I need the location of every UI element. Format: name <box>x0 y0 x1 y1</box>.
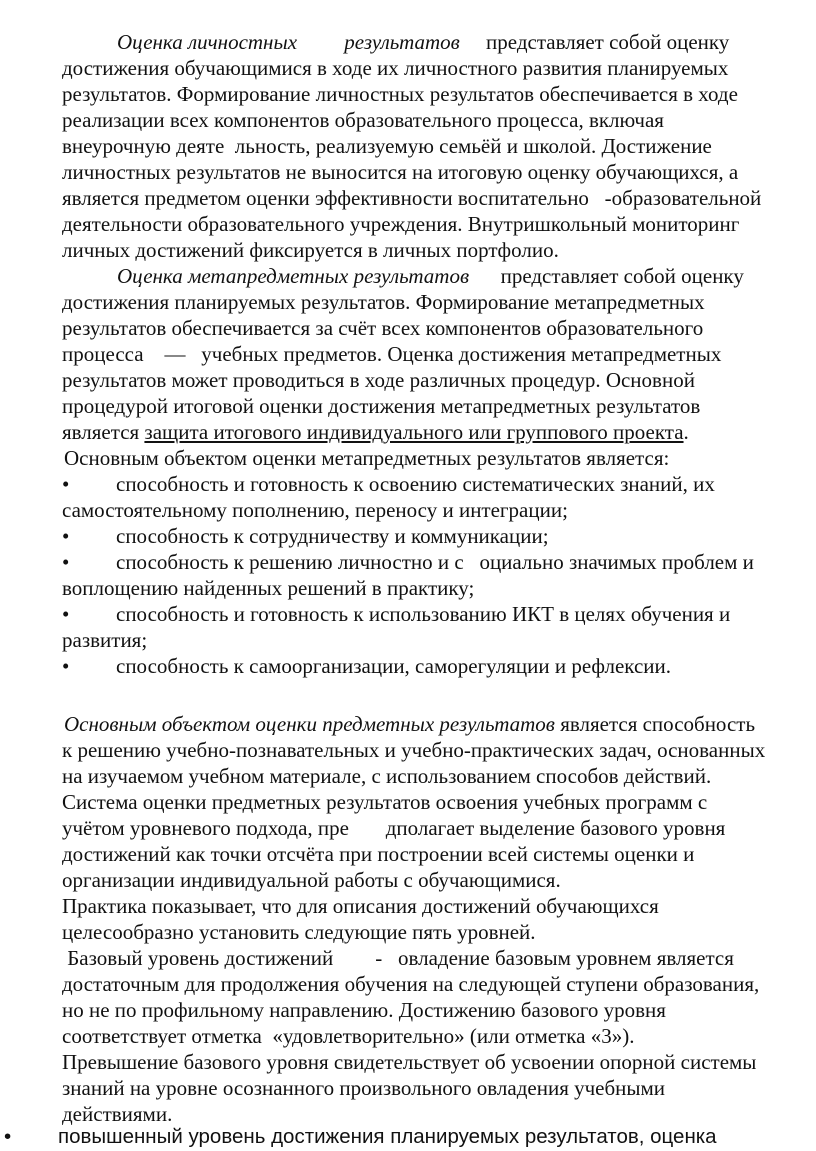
list-item-text: способность к решению личностно и с оциально значимых проблем и <box>116 550 754 574</box>
p1-line: личностных результатов не выносится на итоговую оценку обучающихся, а <box>62 160 739 184</box>
bullet-icon: • <box>62 654 70 678</box>
p1-line: результатов. Формирование личностных результатов обеспечивается в ходе <box>62 82 738 106</box>
p2-line: процесса — учебных предметов. Оценка достижения метапредметных <box>62 342 722 366</box>
p1-heading-line <box>117 29 729 55</box>
p2-last-pre: является <box>62 420 145 444</box>
p4-line: но не по профильному направлению. Достижению базового уровня <box>62 998 666 1022</box>
list-item-continuation: развития; <box>62 628 148 652</box>
p4-line: Система оценки предметных результатов освоения учебных программ с <box>62 790 708 814</box>
p1-line: деятельности образовательного учреждения. Внутришкольный мониторинг <box>62 212 740 236</box>
p4-line: Базовый уровень достижений - овладение базовым уровнем является <box>62 946 734 970</box>
list-item-text: способность к самоорганизации, саморегуляции и рефлексии. <box>116 654 672 678</box>
p4-line: организации индивидуальной работы с обучающимися. <box>62 868 561 892</box>
bullet-icon: • <box>62 524 70 548</box>
p3-intro: Основным объектом оценки метапредметных результатов является: <box>64 446 670 470</box>
p4-line: соответствует отметка «удовлетворительно» (или отметка «3»). <box>62 1024 635 1048</box>
p2-heading-rest: представляет собой оценку <box>500 264 744 288</box>
p2-line: результатов обеспечивается за счёт всех компонентов образовательного <box>62 316 704 340</box>
p1-line: внеурочную деяте льность, реализуемую семьёй и школой. Достижение <box>62 134 712 158</box>
list-item-continuation: самостоятельному пополнению, переносу и интеграции; <box>62 498 568 522</box>
p4-line: знаний на уровне осознанного произвольного овладения учебными <box>62 1076 666 1100</box>
list-item-continuation: воплощению найденных решений в практику; <box>62 576 475 600</box>
p4-line: достаточным для продолжения обучения на следующей ступени образования, <box>62 972 760 996</box>
bullet-icon: • <box>4 1125 12 1148</box>
p4-line: на изучаемом учебном материале, с использованием способов действий. <box>62 764 712 788</box>
p1-line: является предметом оценки эффективности воспитательно -образовательной <box>62 186 762 210</box>
underlined-project-phrase: защита итогового индивидуального или группового проекта <box>144 420 684 444</box>
p2-line: процедурой итоговой оценки достижения метапредметных результатов <box>62 394 701 418</box>
p4-heading-line <box>64 711 755 737</box>
p4-line: Практика показывает, что для описания достижений обучающихся <box>62 894 659 918</box>
p4-line: Превышение базового уровня свидетельствует об усвоении опорной системы <box>62 1050 757 1074</box>
p2-last-post: . <box>683 420 689 444</box>
p4-line: целесообразно установить следующие пять уровней. <box>62 920 536 944</box>
bullet-icon: • <box>62 602 70 626</box>
p4-heading-rest: является способность <box>554 712 756 736</box>
p4-line: к решению учебно-познавательных и учебно-практических задач, основанных <box>62 738 766 762</box>
p4-line: достижений как точки отсчёта при построении всей системы оценки и <box>62 842 695 866</box>
p1-italic-term-a: Оценка личностных <box>117 30 298 54</box>
p2-line: достижения планируемых результатов. Формирование метапредметных <box>62 290 705 314</box>
p2-heading-line <box>117 263 744 289</box>
p1-heading-rest: представляет собой оценку <box>486 30 730 54</box>
p1-line: реализации всех компонентов образовательного процесса, включая <box>62 108 664 132</box>
p2-last-line <box>62 419 689 445</box>
p1-line: личных достижений фиксируется в личных портфолио. <box>62 238 559 262</box>
list-item-text: способность и готовность к использованию ИКТ в целях обучения и <box>116 602 731 626</box>
p4-italic-term: Основным объектом оценки предметных результатов <box>64 712 555 736</box>
p4-line: учётом уровневого подхода, пре дполагает выделение базового уровня <box>62 816 726 840</box>
p4-line: действиями. <box>62 1102 173 1126</box>
bullet-icon: • <box>62 472 70 496</box>
list-item-text: способность к сотрудничеству и коммуникации; <box>116 524 549 548</box>
bullet-icon: • <box>62 550 70 574</box>
p2-italic-term: Оценка метапредметных результатов <box>117 264 470 288</box>
list-item-text: повышенный уровень достижения планируемых результатов, оценка <box>58 1125 717 1148</box>
list-item-text: способность и готовность к освоению систематических знаний, их <box>116 472 715 496</box>
p2-line: результатов может проводиться в ходе различных процедур. Основной <box>62 368 695 392</box>
p1-line: достижения обучающимися в ходе их личностного развития планируемых <box>62 56 729 80</box>
p1-italic-term-b: результатов <box>344 30 460 54</box>
